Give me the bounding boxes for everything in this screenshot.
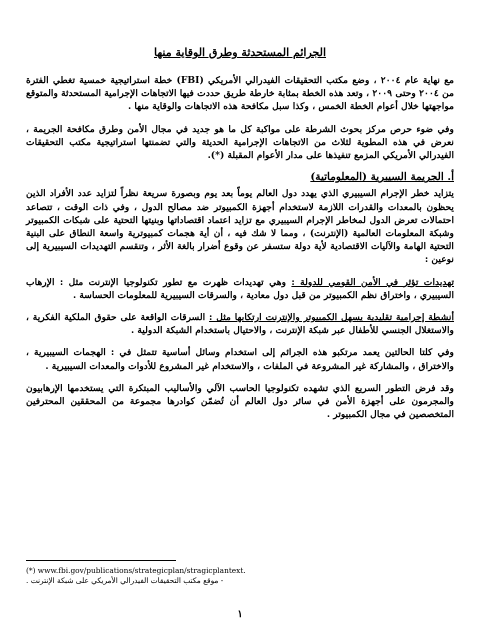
threat-type-1-text: وهي تهديدات ظهرت مع تطور تكنولوجيا الإنترنت مثل : الإرهاب السيبيري ، واختراق نظم الكمبيوتر من قبل دول معادية ، والسرقات السيبيرية للمعلومات الحساسة . <box>26 276 454 301</box>
document-body <box>26 74 454 430</box>
intro-paragraph: مع نهاية عام ٢٠٠٤ ، وضع مكتب التحقيقات الفيدرالي الأمريكي (FBI) خطة استراتيجية خمسية تغطي الفترة من ٢٠٠٤ وحتى ٢٠٠٩ ، وتعد هذه الخطة بمثابة خارطة طريق حددت فيها الاتجاهات الإجرامية المستحدثة والمتوقع مواجهتها خلال أعوام الخطة الخمس ، وكذا سبل مكافحة هذه الاتجاهات والوقاية منها . <box>26 75 454 113</box>
threat-type-1-label: تهديدات تؤثر في الأمن القومي للدولة : <box>291 276 455 288</box>
section-a-paragraph: يتزايد خطر الإجرام السيبيري الذي يهدد دول العالم يوماً بعد يوم وبصورة سريعة نظراً لتزايد عدد الأفراد الذين يحظون بالمعدات والقدرات اللازمة لاستخدام أجهزة الكمبيوتر ضد مصالح الدول ، وفي ذات الوقت ، تتصاعد احتمالات تعرض الدول لمخاطر الإجرام السيبيري مع تزايد اعتماد اقتصاداتها وبنيتها التحتية على شبكات الكمبيوتر وشبكة المعلومات العالمية (الإنترنت) ، ومما لا شك فيه ، أن أية هجمات كمبيوترية واسعة النطاق على البنية التحتية الهامة والآليات الاقتصادية لأية دولة ستسفر عن وقوع أضرار بالغة الأثر ، وتنقسم التهديدات السيبيرية إلى نوعين : <box>26 188 454 266</box>
threat-type-2-text: السرقات الواقعة على حقوق الملكية الفكرية ، والاستغلال الجنسي للأطفال عبر شبكة الإنترنت ، والاحتيال باستخدام الشبكة الدولية . <box>26 312 454 337</box>
footnote-divider <box>26 560 176 561</box>
section-a-heading: أ. الجريمة السيبرية (المعلوماتية) <box>310 171 454 184</box>
page-number: ١ <box>237 609 243 620</box>
footnote-url: (*) www.fbi.gov/publications/strategicplan/stragicplantext. <box>26 566 246 575</box>
page-title: الجرائم المستحدثة وطرق الوقاية منها <box>153 46 327 59</box>
footnote-description: - موقع مكتب التحقيقات الفيدرالي الأمريكي على شبكة الإنترنت . <box>26 576 224 585</box>
threat-type-2 <box>26 311 454 337</box>
threat-type-2-label: أنشطة إجرامية تقليدية يسهل الكمبيوتر والإنترنت ارتكابها مثل : <box>209 312 455 324</box>
threat-type-1 <box>26 276 454 302</box>
means-paragraph: وفي كلتا الحالتين يعمد مرتكبو هذه الجرائم إلى استخدام وسائل أساسية تتمثل في : الهجمات السيبيرية ، والاختراق ، والمشاركة غير المشروعة في الملفات ، والاستخدام غير المشروع للأدوات والمعدات السيبيرية . <box>26 347 454 372</box>
second-paragraph: وفي ضوء حرص مركز بحوث الشرطة على مواكبة كل ما هو جديد في مجال الأمن وطرق مكافحة الجريمة ، نعرض في هذه المطوية لثلاث من الاتجاهات الإجرامية الحديثة والتي تضمنتها استراتيجية مكتب التحقيقات الفيدرالي الأمريكي المزمع تنفيذها على مدار الأعوام المقبلة (*). <box>26 123 454 162</box>
final-paragraph: وقد فرض التطور السريع الذي تشهده تكنولوجيا الحاسب الآلي والأساليب المبتكرة التي يستخدمها الإرهابيون والمجرمون على أجهزة الأمن في سائر دول العالم أن تُضمّن كوادرها مجموعة من المحققين المحترفين المتخصصين في مجال الكمبيوتر . <box>26 382 454 421</box>
